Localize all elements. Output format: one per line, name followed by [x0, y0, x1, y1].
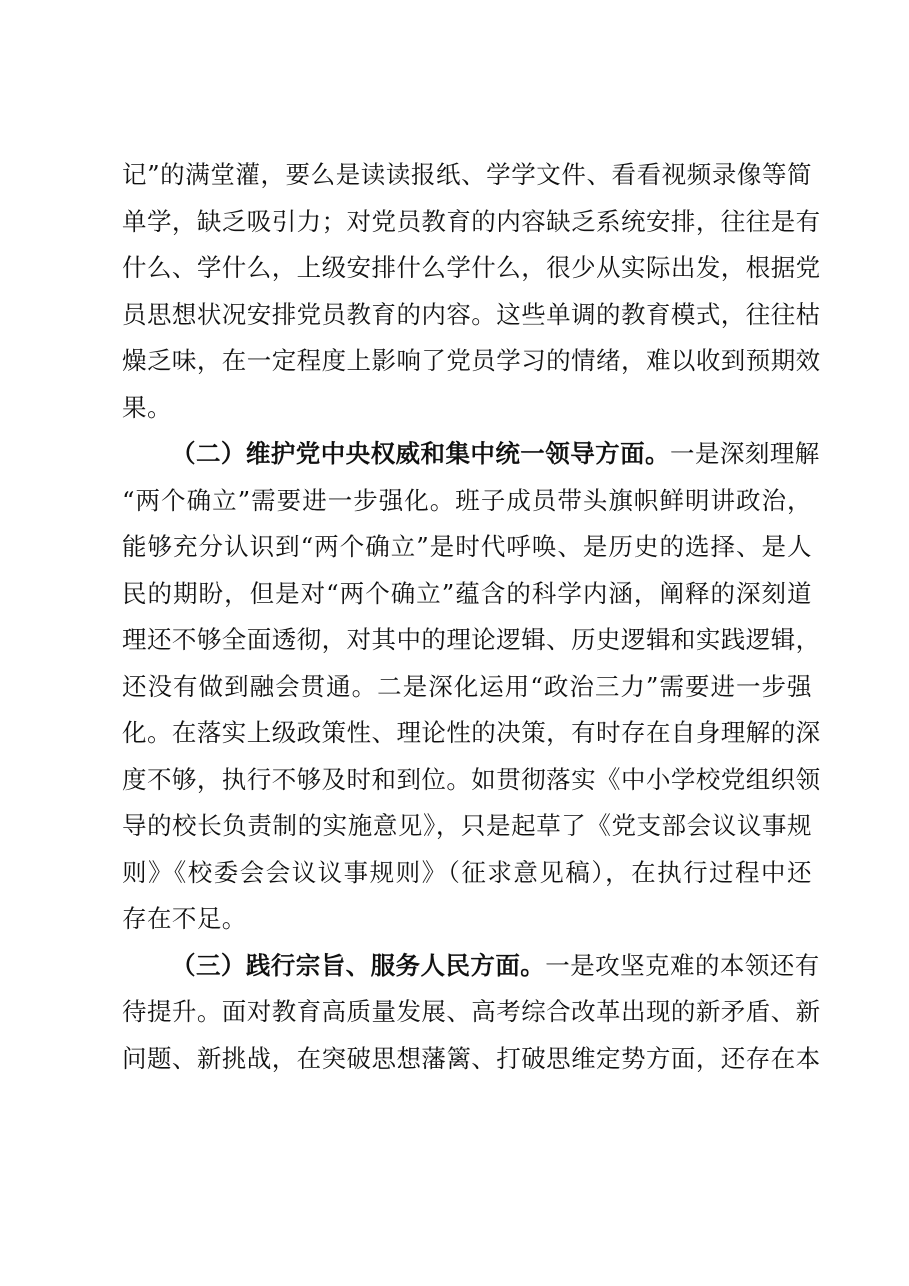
text-line: 化。在落实上级政策性、理论性的决策，有时存在自身理解的深 — [122, 718, 821, 747]
text-line: 待提升。面对教育高质量发展、高考综合改革出现的新矛盾、新 — [122, 997, 821, 1026]
text-line: 问题、新挑战，在突破思想藩篱、打破思维定势方面，还存在本 — [122, 1043, 821, 1073]
text-line: 能够充分认识到“两个确立”是时代呼唤、是历史的选择、是人 — [122, 532, 812, 561]
section-text: 一是攻坚克难的本领还有 — [545, 950, 820, 980]
document-body — [122, 152, 821, 1082]
text-line: 导的校长负责制的实施意见》，只是起草了《党支部会议议事规 — [122, 811, 812, 840]
text-line: 什么、学什么，上级安排什么学什么，很少从实际出发，根据党 — [122, 253, 821, 282]
section-heading-line — [122, 943, 820, 990]
text-line: 度不够，执行不够及时和到位。如贯彻落实《中小学校党组织领 — [122, 764, 821, 794]
text-line: 记”的满堂灌，要么是读读报纸、学学文件、看看视频录像等简 — [122, 160, 812, 189]
text-line: 果。 — [122, 392, 172, 422]
section-text: 一是深刻理解 — [670, 439, 820, 468]
text-line: 单学，缺乏吸引力；对党员教育的内容缺乏系统安排，往往是有 — [122, 206, 821, 236]
text-line: 则》《校委会会议议事规则》（征求意见稿），在执行过程中还 — [122, 857, 812, 887]
text-line: “两个确立”需要进一步强化。班子成员带头旗帜鲜明讲政治， — [122, 485, 812, 515]
text-line: 理还不够全面透彻，对其中的理论逻辑、历史逻辑和实践逻辑， — [122, 625, 821, 654]
section-heading: （三）践行宗旨、服务人民方面。 — [171, 950, 546, 980]
text-line: 还没有做到融会贯通。二是深化运用“政治三力”需要进一步强 — [122, 671, 812, 701]
text-line: 员思想状况安排党员教育的内容。这些单调的教育模式，往往枯 — [122, 299, 821, 329]
text-line: 燥乏味，在一定程度上影响了党员学习的情绪，难以收到预期效 — [122, 346, 821, 375]
text-line: 存在不足。 — [122, 904, 247, 933]
section-heading: （二）维护党中央权威和集中统一领导方面。 — [171, 439, 670, 468]
text-line: 民的期盼，但是对“两个确立”蕴含的科学内涵，阐释的深刻道 — [122, 578, 812, 608]
section-heading-line — [122, 431, 820, 478]
